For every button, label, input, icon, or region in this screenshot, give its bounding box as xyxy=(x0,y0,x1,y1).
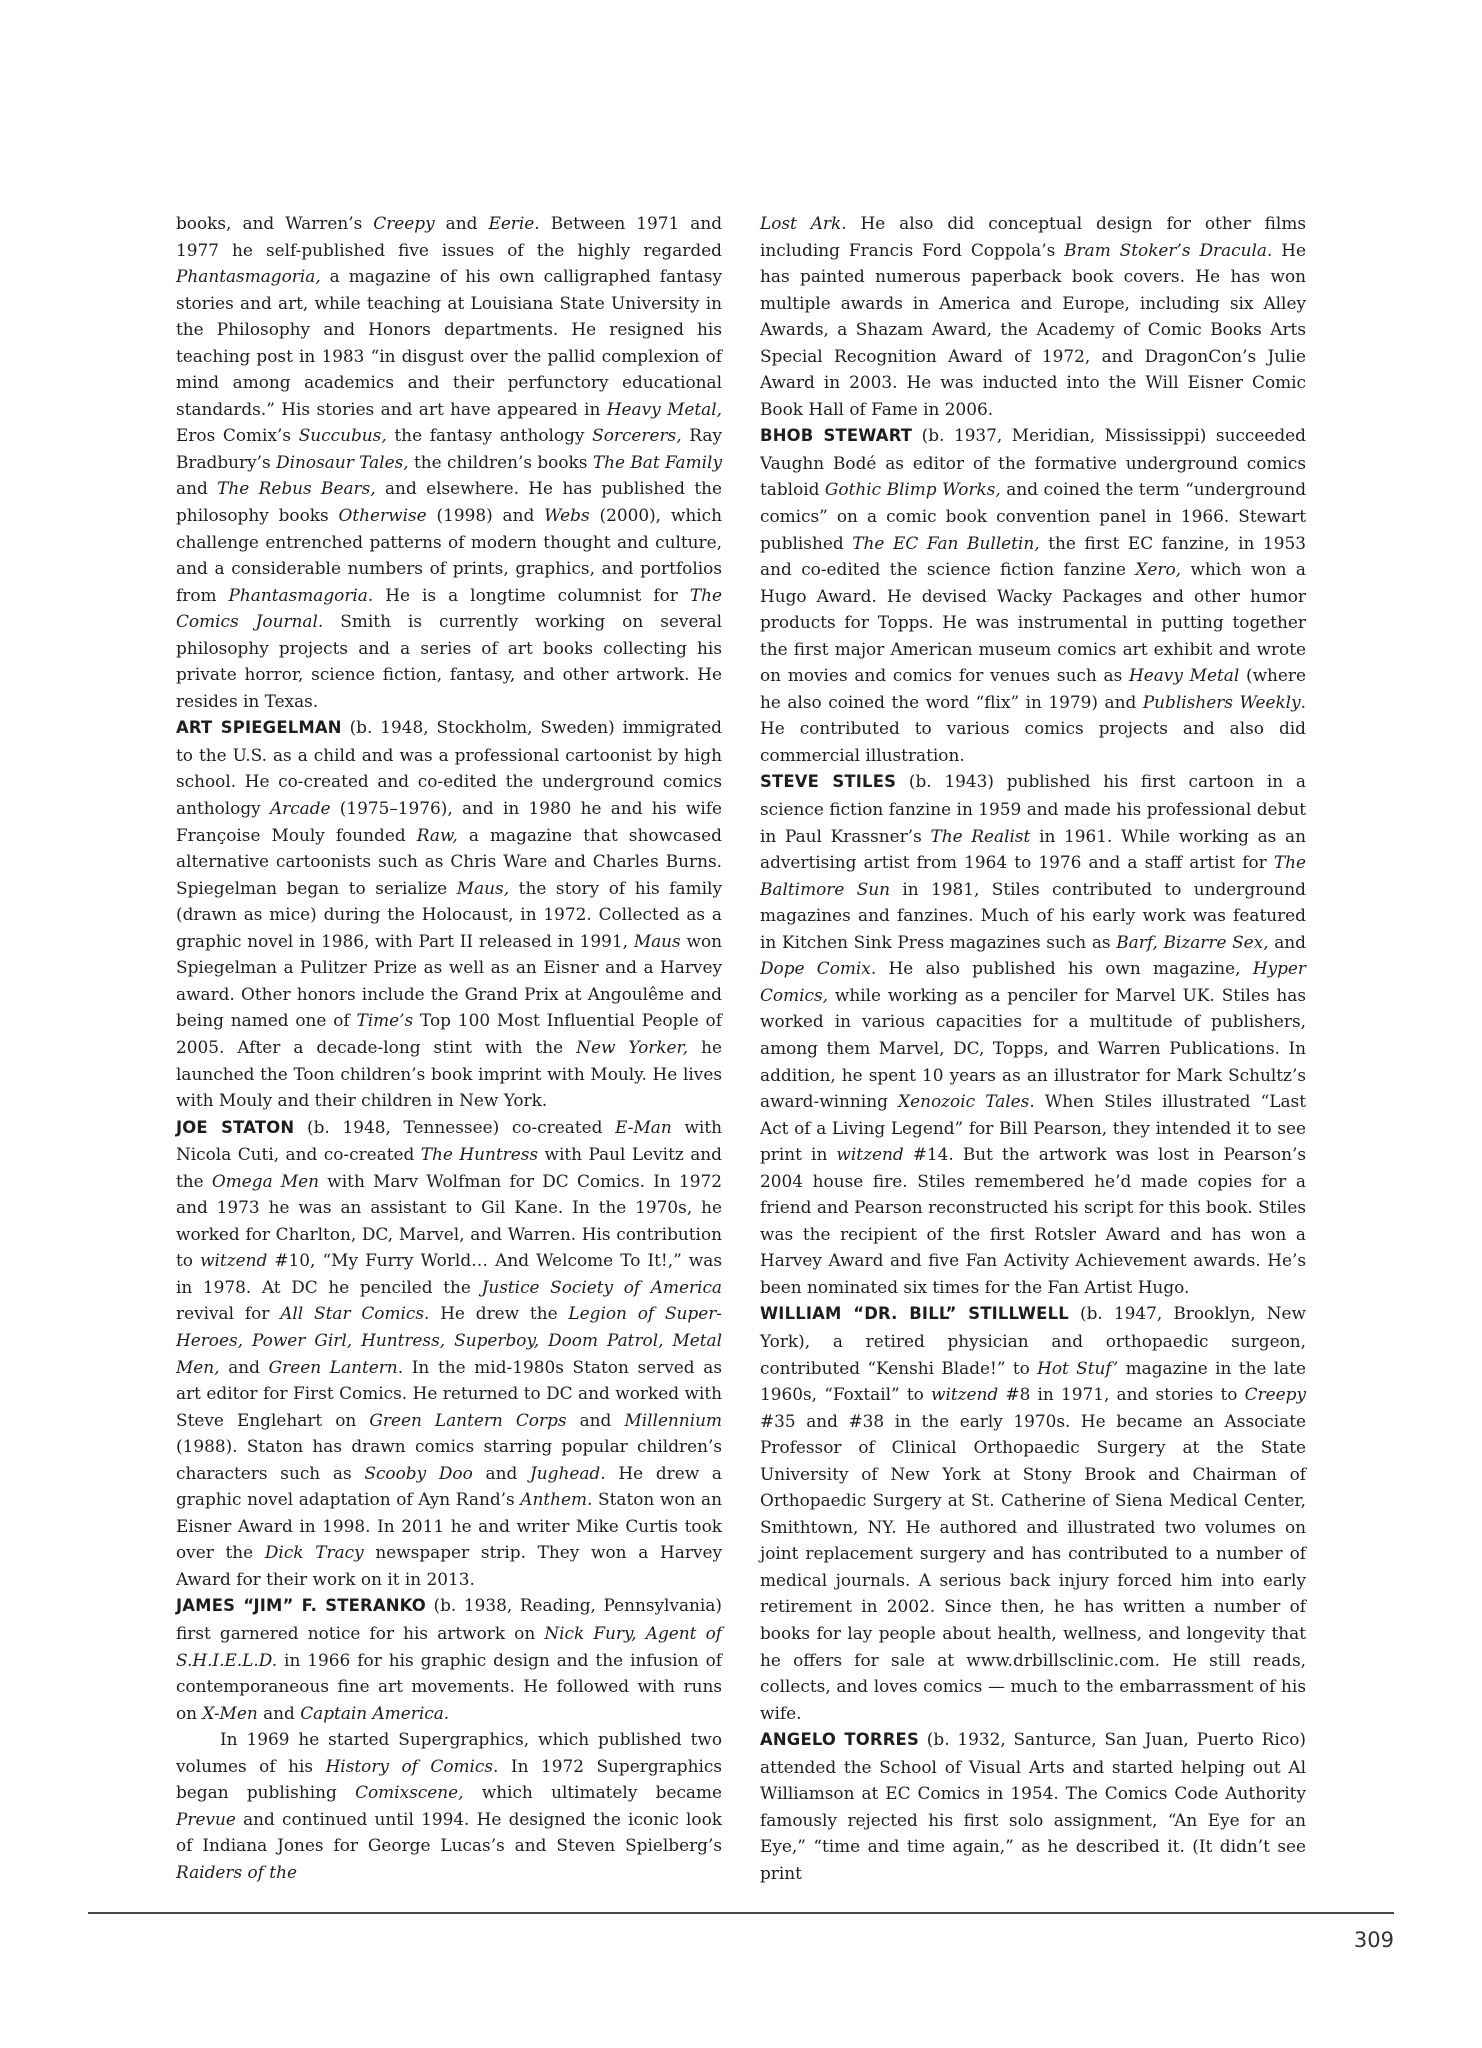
title-italic: E-Man xyxy=(615,1116,672,1137)
text-run: the fantasy anthology xyxy=(386,425,593,446)
title-italic: Nick Fury, Agent of S.H.I.E.L.D. xyxy=(176,1622,722,1670)
title-italic: New Yorker, xyxy=(576,1036,689,1057)
text-run: magazine in the late 1960s, “Foxtail” to xyxy=(760,1357,1306,1405)
text-run: revival for xyxy=(176,1303,281,1324)
bio-angelo-torres xyxy=(760,1726,1306,1886)
text-run: (1988). Staton has drawn comics starring popular children’s characters such as xyxy=(176,1436,722,1483)
bio-jim-steranko xyxy=(176,1592,722,1726)
title-italic: The Huntress xyxy=(420,1144,539,1165)
left-column xyxy=(176,210,722,1885)
text-run: #8 in 1971, and stories to xyxy=(998,1384,1245,1405)
text-run: Top 100 Most Influential People of 2005. After a decade-long stint with the xyxy=(176,1010,722,1057)
title-italic: Green Lantern xyxy=(268,1356,398,1377)
text-run: in 1966 for his graphic design and the infusion of contemporaneous fine art movements. He followed with runs on xyxy=(176,1649,722,1723)
title-italic: Otherwise xyxy=(338,505,427,526)
title-italic: Eerie xyxy=(488,213,535,233)
bio-william-stillwell xyxy=(760,1300,1306,1726)
title-italic: Arcade xyxy=(269,798,331,819)
text-run: (b. 1948, Stockholm, Sweden) immigrated to the U.S. as a child and was a professional cartoonist by high school. He co-created and co-edited the underground comics anthology xyxy=(176,717,722,819)
title-italic: Omega Men xyxy=(211,1170,320,1191)
text-run: and continued until 1994. He designed the iconic look of Indiana Jones for George Lucas’s and Steven Spielberg’s xyxy=(176,1808,722,1856)
text-run: (1998) and xyxy=(426,505,545,526)
text-run: . Smith is currently working on several philosophy projects and a series of art books collecting his private horror, science fiction, fantasy, and other artwork. He resides in Texas. xyxy=(176,611,722,711)
title-italic: Raw, xyxy=(416,824,458,845)
title-italic: Maus, xyxy=(456,877,510,898)
text-run: Ray Bradbury’s xyxy=(176,425,722,472)
text-run: the children’s books xyxy=(408,451,593,472)
title-italic: Bram Stoker’s Dracula xyxy=(1064,239,1267,260)
title-italic: Barf, Bizarre Sex, xyxy=(1116,931,1269,952)
text-run: . Staton won an Eisner Award in 1998. In 2011 he and writer Mike Curtis took over the xyxy=(176,1489,722,1563)
text-run: (b. 1948, Tennessee) co-created xyxy=(294,1116,616,1137)
title-italic: Creepy xyxy=(1244,1384,1306,1405)
bio-name: ANGELO TORRES xyxy=(760,1730,919,1750)
text-run: (b. 1938, Reading, Pennsylvania) first garnered notice for his artwork on xyxy=(176,1595,722,1643)
bio-paragraph xyxy=(176,210,722,714)
title-italic: Captain America xyxy=(300,1702,444,1723)
text-run: . When Stiles illustrated “Last Act of a Living Legend” for Bill Pearson, they intended it to see print in xyxy=(760,1091,1306,1165)
text-run: (2000), which challenge entrenched patterns of modern thought and culture, and a considerable numbers of prints, graphics, and portfolios from xyxy=(176,505,722,605)
text-run: a magazine of his own calligraphed fantasy stories and art, while teaching at Louisiana State University in the Philosophy and Honors departments. He resigned his teaching post in 1983 “in disgust over the pallid complexion of mind among academics and their perfunctory educational standards.” His stories and art have appeared in xyxy=(176,266,722,419)
title-italic: The Baltimore Sun xyxy=(760,852,1306,899)
text-run: and xyxy=(566,1409,625,1430)
text-run: and xyxy=(176,478,218,499)
title-italic: Xenozoic Tales xyxy=(898,1091,1030,1112)
right-column xyxy=(760,210,1306,1886)
text-run: . He is a longtime columnist for xyxy=(367,584,690,605)
text-run: in 1981, Stiles contributed to underground magazines and fanzines. Much of his early work was featured in Kitchen Sink Press magazines such as xyxy=(760,878,1306,952)
text-run: . He drew a graphic novel adaptation of Ayn Rand’s xyxy=(176,1462,722,1510)
title-italic: Hyper Comics, xyxy=(760,958,1306,1005)
text-run: Eros Comix’s xyxy=(176,425,299,446)
title-italic: Justice Society of America xyxy=(481,1276,723,1297)
title-italic: Sorcerers, xyxy=(592,425,682,446)
text-run: and xyxy=(434,213,489,233)
title-italic: Xero, xyxy=(1135,559,1182,580)
text-run: and coined the term “underground comics” on a comic book convention panel in 1966. Stewart published xyxy=(760,479,1307,553)
text-run: #10, “My Furry World… And Welcome To It!,” was in 1978. At DC he penciled the xyxy=(176,1250,723,1297)
title-italic: Creepy xyxy=(373,213,435,233)
footer-rule xyxy=(88,1912,1394,1914)
title-italic: Dope Comix xyxy=(760,958,871,979)
text-run: with Paul Levitz and the xyxy=(176,1144,722,1191)
bio-joe-staton xyxy=(176,1114,722,1593)
text-run: won Spiegelman a Pulitzer Prize as well as an Eisner and a Harvey award. Other honors include the Grand Prix at Angoulême and being named one of xyxy=(176,930,723,1031)
title-italic: History of Comics xyxy=(325,1755,494,1776)
text-run: which won a Hugo Award. He devised Wacky Packages and other humor products for Topps. He was instrumental in putting together the first major American museum comics art exhibit and wrote on movies and comics for venues such as xyxy=(760,559,1306,686)
text-run: . xyxy=(443,1702,450,1723)
text-run: newspaper strip. They won a Harvey Award for their work on it in 2013. xyxy=(176,1542,722,1589)
title-italic: Hot Stuf’ xyxy=(1037,1357,1119,1378)
text-run: . He also published his own magazine, xyxy=(870,958,1253,979)
title-italic: All Star Comics xyxy=(280,1303,424,1324)
title-italic: The Realist xyxy=(930,825,1031,846)
bio-name: STEVE STILES xyxy=(760,772,897,792)
title-italic: Publishers Weekly xyxy=(1142,691,1301,712)
title-italic: Scooby Doo xyxy=(364,1462,473,1483)
title-italic: Time’s xyxy=(356,1010,414,1031)
text-run: books, and Warren’s xyxy=(176,213,374,233)
text-run: with Marv Wolfman for DC Comics. In 1972 and 1973 he was an assistant to Gil Kane. In the 1970s, he worked for Charlton, DC, Marvel, and Warren. His contribution to xyxy=(176,1170,723,1271)
text-run: #14. But the artwork was lost in Pearson’s 2004 house fire. Stiles remembered he’d made copies for a friend and Pearson reconstructed his script for this book. Stiles was the recipient of the first Rotsler Award and has won a Harvey Award and five Fan Activity Achievement awards. He’s been nominated six times for the Fan Artist Hugo. xyxy=(760,1144,1306,1297)
text-run: . In 1972 Supergraphics began publishing xyxy=(176,1755,722,1803)
title-italic: The Comics Journal xyxy=(176,584,722,632)
title-italic: Lost Ark xyxy=(760,213,842,233)
title-italic: witzend xyxy=(200,1250,268,1271)
text-run: the first EC fanzine, in 1953 and co-edited the science fiction fanzine xyxy=(760,532,1306,580)
title-italic: Succubus, xyxy=(298,425,387,446)
text-run: . Between 1971 and 1977 he self-published five issues of the highly regarded xyxy=(176,213,723,260)
bio-name: WILLIAM “DR. BILL” STILLWELL xyxy=(760,1304,1069,1324)
title-italic: witzend xyxy=(931,1384,999,1405)
bio-name: ART SPIEGELMAN xyxy=(176,718,342,738)
title-italic: Heavy Metal xyxy=(1129,665,1240,686)
text-run: and xyxy=(1268,931,1306,952)
title-italic: Raiders of the xyxy=(176,1861,297,1882)
title-italic: Comixscene, xyxy=(355,1782,464,1803)
text-run: and elsewhere. He has published the philosophy books xyxy=(176,478,722,526)
text-run: In 1969 he started Supergraphics, which published two volumes of his xyxy=(176,1729,722,1776)
text-run: a magazine that showcased alternative cartoonists such as Chris Ware and Charles Burns. Spiegelman began to serialize xyxy=(176,824,722,898)
text-run: . In the mid-1980s Staton served as art editor for First Comics. He returned to DC and worked with Steve Englehart on xyxy=(176,1356,722,1430)
title-italic: Millennium xyxy=(624,1409,722,1430)
bio-name: JOE STATON xyxy=(176,1117,295,1137)
title-italic: Phantasmagoria, xyxy=(176,266,321,287)
title-italic: The Rebus Bears, xyxy=(217,478,376,499)
text-run: in 1961. While working as an advertising artist from 1964 to 1976 and a staff artist for xyxy=(760,825,1306,873)
title-italic: Green Lantern Corps xyxy=(369,1409,567,1430)
title-italic: Heavy Metal, xyxy=(606,398,723,419)
title-italic: Gothic Blimp Works, xyxy=(824,479,1001,500)
bio-paragraph xyxy=(760,210,1306,422)
title-italic: Legion of Super-Heroes, Power Girl, Huntress, Superboy, Doom Patrol, Metal Men, xyxy=(176,1303,723,1377)
title-italic: The EC Fan Bulletin, xyxy=(852,532,1040,553)
text-run: (b. 1947, Brooklyn, New York), a retired physician and orthopaedic surgeon, contributed “Kenshi Blade!” to xyxy=(760,1303,1306,1378)
title-italic: X-Men xyxy=(202,1702,258,1723)
text-run: (b. 1943) published his first cartoon in a science fiction fanzine in 1959 and made his professional debut in Paul Krassner’s xyxy=(760,771,1306,846)
title-italic: Webs xyxy=(544,505,590,526)
text-run: #35 and #38 in the early 1970s. He became an Associate Professor of Clinical Orthopaedic Surgery at the State University of New York at Stony Brook and Chairman of Orthopaedic Surgery at St. Catherine of Siena Medical Center, Smithtown, NY. He authored and illustrated two volumes on joint replacement surgery and has contributed to a number of medical journals. A serious back injury forced him into early retirement in 2002. Since then, he has written a number of books for lay people about health, wellness, and longevity that he offers for sale at www.drbillsclinic.com. He still reads, collects, and loves comics — much to the embarrassment of his wife. xyxy=(760,1410,1306,1723)
bio-name: BHOB STEWART xyxy=(760,426,913,446)
text-run: and xyxy=(257,1702,301,1723)
page-number: 309 xyxy=(1353,1928,1394,1952)
text-run: the story of his family (drawn as mice) during the Holocaust, in 1972. Collected as a graphic novel in 1986, with Part II released in 1991, xyxy=(176,877,722,951)
title-italic: The Bat Family xyxy=(592,451,722,472)
text-run: . He drew the xyxy=(424,1303,569,1324)
text-run: (b. 1932, Santurce, San Juan, Puerto Rico) attended the School of Visual Arts and started helping out Al Williamson at EC Comics in 1954. The Comics Code Authority famously rejected his first solo assignment, “An Eye for an Eye,” “time and time again,” as he described it. (It didn’t see print xyxy=(760,1729,1307,1883)
title-italic: Jughead xyxy=(530,1462,601,1483)
title-italic: Maus xyxy=(633,930,681,951)
title-italic: Anthem xyxy=(520,1489,588,1510)
text-run: (b. 1937, Meridian, Mississippi) succeeded Vaughn Bodé as editor of the formative underground comics tabloid xyxy=(760,425,1306,500)
text-run: . He has painted numerous paperback book covers. He has won multiple awards in America and Europe, including six Alley Awards, a Shazam Award, the Academy of Comic Books Arts Special Recognition Award of 1972, and DragonCon’s Julie Award in 2003. He was inducted into the Will Eisner Comic Book Hall of Fame in 2006. xyxy=(760,239,1307,419)
title-italic: Dinosaur Tales, xyxy=(276,451,409,472)
text-run: . He also did conceptual design for other films including Francis Ford Coppola’s xyxy=(760,213,1307,260)
text-run: (1975–1976), and in 1980 he and his wife Françoise Mouly founded xyxy=(176,798,723,845)
bio-art-spiegelman xyxy=(176,714,722,1113)
title-italic: Prevue xyxy=(176,1808,236,1829)
title-italic: Phantasmagoria xyxy=(228,584,368,605)
text-run: while working as a penciler for Marvel UK. Stiles has worked in various capacities for a multitude of publishers, among them Marvel, DC, Topps, and Warren Publications. In addition, he spent 10 years as an illustrator for Mark Schultz’s award-winning xyxy=(760,984,1306,1112)
text-run: and xyxy=(472,1462,531,1483)
text-run: he launched the Toon children’s book imprint with Mouly. He lives with Mouly and their children in New York. xyxy=(176,1036,723,1111)
text-run: which ultimately became xyxy=(463,1782,722,1803)
title-italic: witzend xyxy=(836,1144,904,1165)
bio-paragraph xyxy=(176,1726,722,1885)
text-run: with Nicola Cuti, and co-created xyxy=(176,1116,722,1165)
text-run: . He contributed to various comics projects and also did commercial illustration. xyxy=(760,691,1307,765)
bio-steve-stiles xyxy=(760,768,1306,1300)
bio-bhob-stewart xyxy=(760,422,1306,768)
text-run: (where he also coined the word “flix” in 1979) and xyxy=(760,665,1306,712)
title-italic: Dick Tracy xyxy=(264,1542,364,1563)
bio-name: JAMES “JIM” F. STERANKO xyxy=(176,1596,426,1616)
text-run: and xyxy=(219,1356,269,1377)
